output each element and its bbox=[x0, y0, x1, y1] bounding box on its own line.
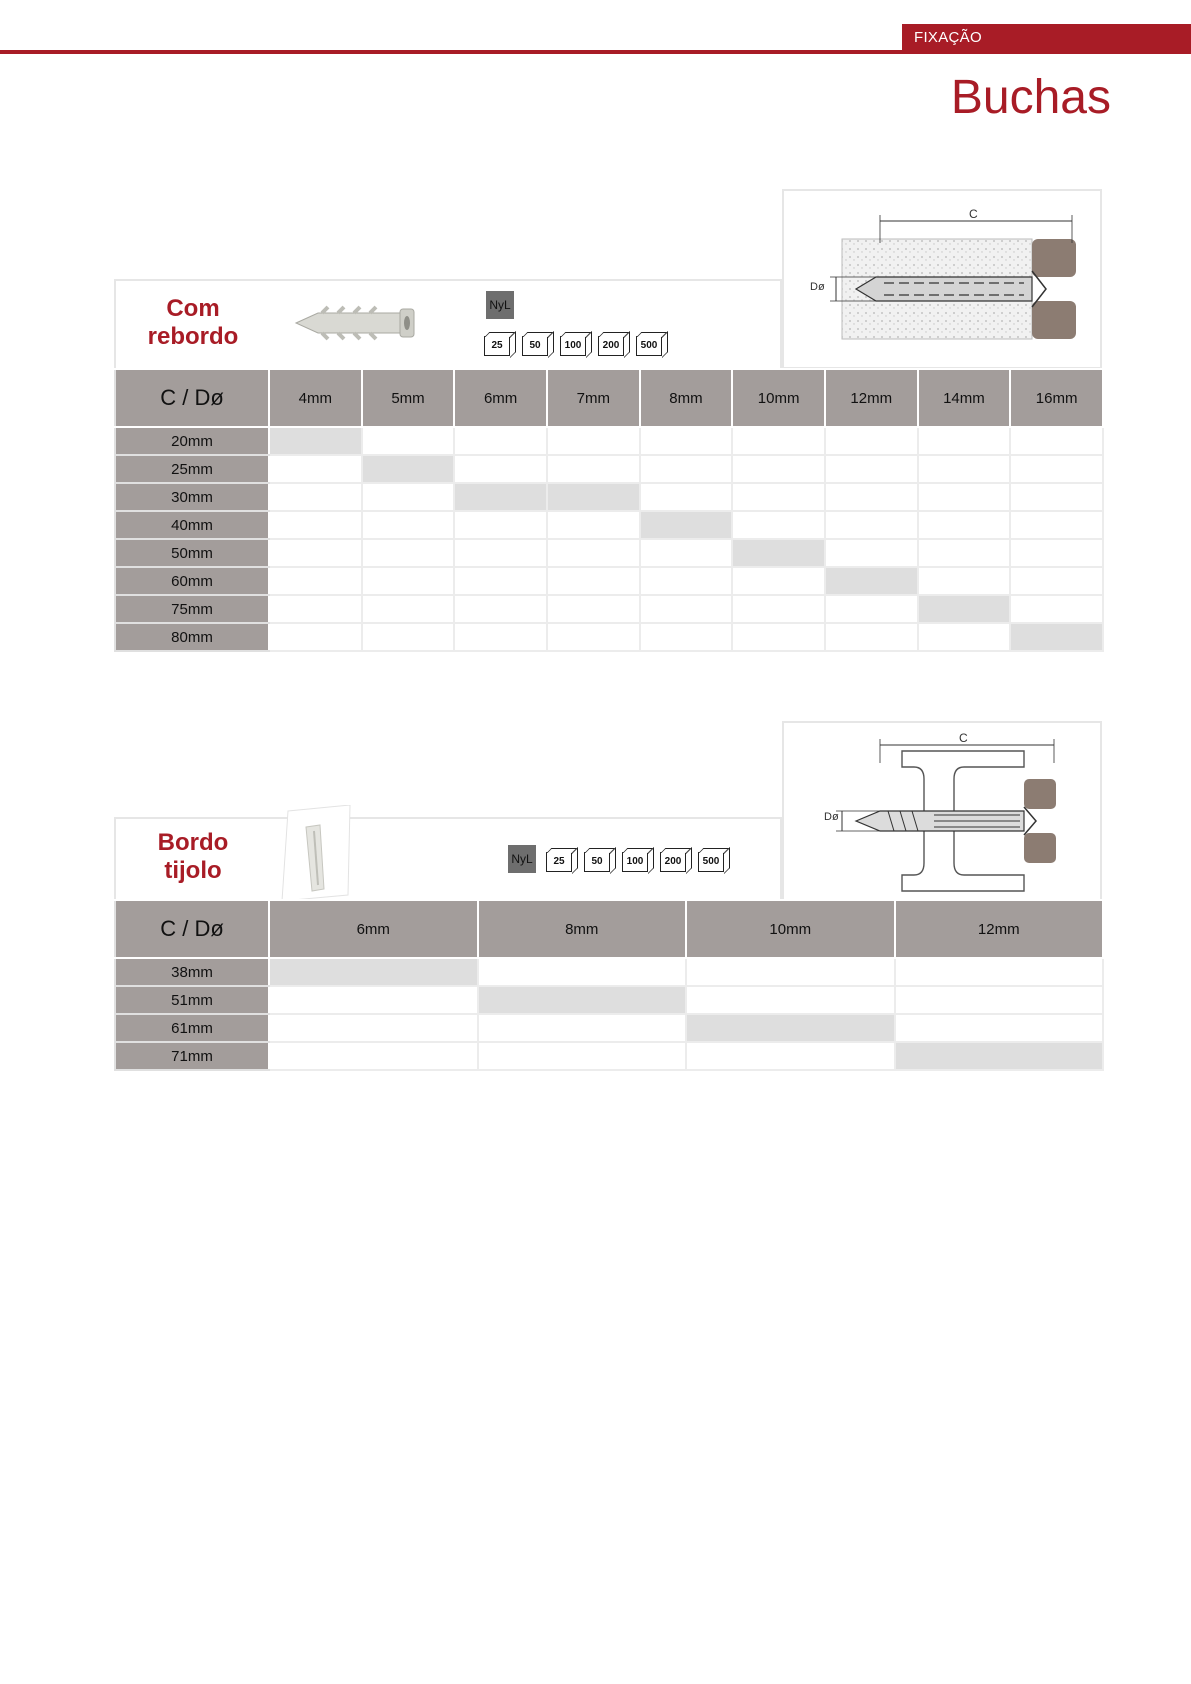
page-title: Buchas bbox=[950, 71, 1111, 124]
size-cell bbox=[547, 623, 640, 651]
size-cell bbox=[825, 427, 918, 455]
size-cell bbox=[825, 539, 918, 567]
size-cell bbox=[640, 455, 733, 483]
available-size-cell bbox=[825, 567, 918, 595]
size-table bbox=[114, 368, 1104, 652]
pack-size-box: 50 bbox=[584, 852, 610, 872]
size-cell bbox=[454, 455, 547, 483]
size-cell bbox=[732, 567, 825, 595]
size-cell bbox=[686, 986, 895, 1014]
available-size-cell bbox=[478, 986, 687, 1014]
available-size-cell bbox=[269, 958, 478, 986]
size-cell bbox=[269, 986, 478, 1014]
pack-size-box: 500 bbox=[698, 852, 724, 872]
size-cell bbox=[732, 595, 825, 623]
size-cell bbox=[362, 595, 455, 623]
size-cell bbox=[1010, 567, 1103, 595]
column-header: 4mm bbox=[269, 369, 362, 427]
size-cell bbox=[825, 483, 918, 511]
table-row bbox=[115, 483, 1103, 511]
size-cell bbox=[918, 483, 1011, 511]
size-cell bbox=[732, 483, 825, 511]
size-cell bbox=[454, 427, 547, 455]
table-row bbox=[115, 567, 1103, 595]
table-row bbox=[115, 427, 1103, 455]
product-section-com-rebordo bbox=[114, 189, 1104, 664]
table-body bbox=[115, 958, 1103, 1070]
table-row bbox=[115, 1042, 1103, 1070]
product-name: Com rebordo bbox=[147, 295, 239, 350]
size-cell bbox=[640, 427, 733, 455]
size-cell bbox=[269, 1042, 478, 1070]
pack-size-box: 25 bbox=[546, 852, 572, 872]
diagram-length-label: C bbox=[959, 731, 968, 745]
size-cell bbox=[640, 595, 733, 623]
table-row bbox=[115, 1014, 1103, 1042]
diagram-length-label: C bbox=[969, 207, 978, 221]
pack-size-box: 100 bbox=[560, 336, 586, 356]
available-size-cell bbox=[269, 427, 362, 455]
column-header: 12mm bbox=[825, 369, 918, 427]
size-cell bbox=[362, 567, 455, 595]
size-cell bbox=[362, 511, 455, 539]
column-header: 6mm bbox=[269, 900, 478, 958]
size-cell bbox=[1010, 511, 1103, 539]
size-cell bbox=[362, 427, 455, 455]
size-cell bbox=[454, 623, 547, 651]
size-cell bbox=[454, 511, 547, 539]
size-cell bbox=[825, 455, 918, 483]
size-cell bbox=[1010, 483, 1103, 511]
pack-size-box: 25 bbox=[484, 336, 510, 356]
available-size-cell bbox=[547, 483, 640, 511]
column-header: 7mm bbox=[547, 369, 640, 427]
available-size-cell bbox=[895, 1042, 1104, 1070]
size-table bbox=[114, 899, 1104, 1071]
size-cell bbox=[454, 595, 547, 623]
size-cell bbox=[547, 427, 640, 455]
column-header: 8mm bbox=[640, 369, 733, 427]
size-cell bbox=[547, 455, 640, 483]
size-cell bbox=[1010, 539, 1103, 567]
size-cell bbox=[825, 595, 918, 623]
table-row bbox=[115, 958, 1103, 986]
row-label: 50mm bbox=[115, 539, 269, 567]
column-header: 14mm bbox=[918, 369, 1011, 427]
size-cell bbox=[269, 623, 362, 651]
table-header-row bbox=[115, 369, 1103, 427]
row-label: 38mm bbox=[115, 958, 269, 986]
size-cell bbox=[686, 958, 895, 986]
size-cell bbox=[732, 623, 825, 651]
size-cell bbox=[362, 483, 455, 511]
wall-plug-photo bbox=[288, 303, 428, 343]
row-label: 51mm bbox=[115, 986, 269, 1014]
size-cell bbox=[478, 1014, 687, 1042]
size-cell bbox=[895, 1014, 1104, 1042]
pack-size-box: 50 bbox=[522, 336, 548, 356]
size-cell bbox=[269, 567, 362, 595]
size-cell bbox=[918, 623, 1011, 651]
column-header: 12mm bbox=[895, 900, 1104, 958]
anchor-in-wall-drawing bbox=[784, 191, 1100, 367]
row-label: 40mm bbox=[115, 511, 269, 539]
table-row bbox=[115, 986, 1103, 1014]
table-row bbox=[115, 539, 1103, 567]
size-cell bbox=[362, 539, 455, 567]
size-cell bbox=[918, 427, 1011, 455]
size-cell bbox=[640, 539, 733, 567]
product-header bbox=[114, 817, 782, 899]
available-size-cell bbox=[918, 595, 1011, 623]
size-cell bbox=[454, 567, 547, 595]
section-label: FIXAÇÃO bbox=[902, 24, 1191, 52]
size-cell bbox=[918, 539, 1011, 567]
column-header: 5mm bbox=[362, 369, 455, 427]
pack-sizes bbox=[546, 849, 736, 871]
size-cell bbox=[547, 511, 640, 539]
size-cell bbox=[362, 623, 455, 651]
size-cell bbox=[269, 595, 362, 623]
row-label: 71mm bbox=[115, 1042, 269, 1070]
corner-label: C / Dø bbox=[115, 369, 269, 427]
size-cell bbox=[732, 455, 825, 483]
available-size-cell bbox=[1010, 623, 1103, 651]
installation-diagram bbox=[782, 721, 1102, 901]
size-cell bbox=[269, 1014, 478, 1042]
size-cell bbox=[454, 539, 547, 567]
pack-size-box: 500 bbox=[636, 336, 662, 356]
size-cell bbox=[1010, 455, 1103, 483]
size-cell bbox=[825, 623, 918, 651]
product-header bbox=[114, 279, 782, 369]
available-size-cell bbox=[686, 1014, 895, 1042]
product-section-bordo-tijolo bbox=[114, 721, 1104, 1081]
size-cell bbox=[918, 511, 1011, 539]
available-size-cell bbox=[732, 539, 825, 567]
pack-size-box: 100 bbox=[622, 852, 648, 872]
row-label: 25mm bbox=[115, 455, 269, 483]
size-cell bbox=[269, 483, 362, 511]
size-cell bbox=[547, 567, 640, 595]
column-header: 8mm bbox=[478, 900, 687, 958]
column-header: 6mm bbox=[454, 369, 547, 427]
column-header: 16mm bbox=[1010, 369, 1103, 427]
material-badge: NyL bbox=[508, 845, 536, 873]
table-row bbox=[115, 455, 1103, 483]
size-cell bbox=[547, 539, 640, 567]
size-cell bbox=[895, 986, 1104, 1014]
size-cell bbox=[478, 958, 687, 986]
size-cell bbox=[269, 539, 362, 567]
size-cell bbox=[825, 511, 918, 539]
pack-sizes bbox=[484, 333, 674, 355]
size-cell bbox=[918, 567, 1011, 595]
pack-size-box: 200 bbox=[660, 852, 686, 872]
corner-label: C / Dø bbox=[115, 900, 269, 958]
table-row bbox=[115, 595, 1103, 623]
available-size-cell bbox=[454, 483, 547, 511]
size-cell bbox=[1010, 595, 1103, 623]
row-label: 75mm bbox=[115, 595, 269, 623]
table-row bbox=[115, 511, 1103, 539]
size-cell bbox=[918, 455, 1011, 483]
row-label: 20mm bbox=[115, 427, 269, 455]
size-cell bbox=[732, 511, 825, 539]
row-label: 30mm bbox=[115, 483, 269, 511]
wall-plug-photo bbox=[266, 805, 362, 905]
column-header: 10mm bbox=[732, 369, 825, 427]
pack-size-box: 200 bbox=[598, 336, 624, 356]
column-header: 10mm bbox=[686, 900, 895, 958]
table-body bbox=[115, 427, 1103, 651]
size-cell bbox=[640, 623, 733, 651]
row-label: 80mm bbox=[115, 623, 269, 651]
product-name: Bordo tijolo bbox=[157, 829, 229, 884]
table-row bbox=[115, 623, 1103, 651]
size-cell bbox=[1010, 427, 1103, 455]
row-label: 60mm bbox=[115, 567, 269, 595]
size-cell bbox=[686, 1042, 895, 1070]
material-badge: NyL bbox=[486, 291, 514, 319]
size-cell bbox=[269, 511, 362, 539]
size-cell bbox=[640, 567, 733, 595]
size-cell bbox=[732, 427, 825, 455]
row-label: 61mm bbox=[115, 1014, 269, 1042]
size-cell bbox=[478, 1042, 687, 1070]
available-size-cell bbox=[640, 511, 733, 539]
size-cell bbox=[640, 483, 733, 511]
table-header-row bbox=[115, 900, 1103, 958]
size-cell bbox=[547, 595, 640, 623]
diagram-diameter-label: Dø bbox=[810, 281, 825, 293]
installation-diagram bbox=[782, 189, 1102, 369]
diagram-diameter-label: Dø bbox=[824, 811, 839, 823]
size-cell bbox=[269, 455, 362, 483]
size-cell bbox=[895, 958, 1104, 986]
available-size-cell bbox=[362, 455, 455, 483]
